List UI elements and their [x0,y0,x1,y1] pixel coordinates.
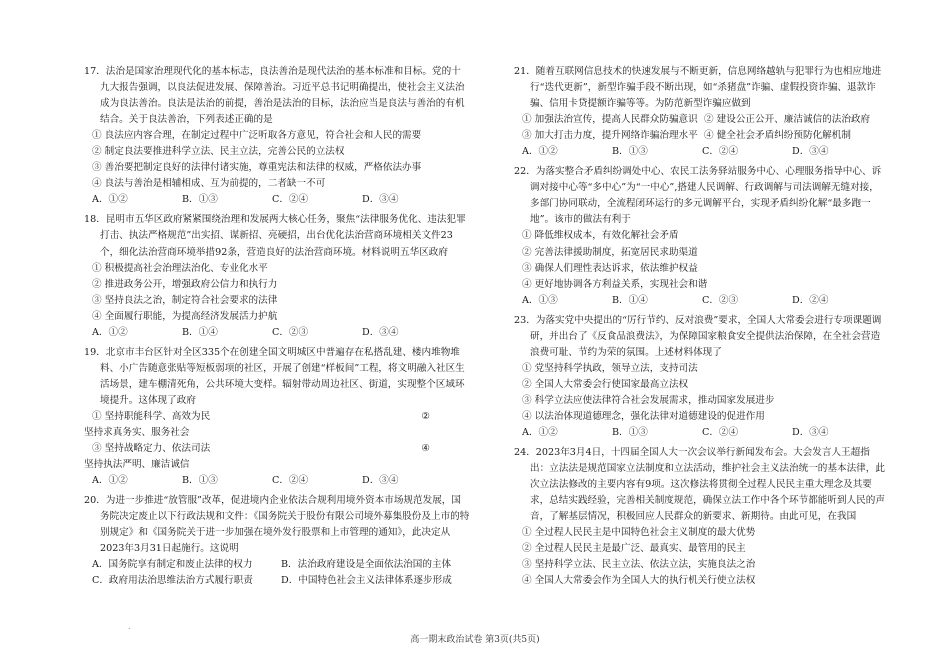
option-row [514,128,886,144]
option: ① 加强法治宣传，提高人民群众防骗意识 [522,114,698,126]
option: ③ 善治要把制定良好的法律付诸实施，尊重宪法和法律的权威，严格依法办事 [92,162,422,174]
answer-choices [514,293,886,309]
option: ④ 良法与善治是相辅相成、互为前提的，二者缺一不可 [92,178,326,190]
option-marker: ② [421,410,430,422]
choice-c: C．②③ [272,326,309,338]
option: ① 全过程人民民主是中国特色社会主义制度的最大优势 [522,527,756,539]
right-column [514,64,886,590]
option: ③ 加大打击力度，提升网络诈骗治理水平 [522,130,698,142]
answer-choices-row [84,573,470,589]
choice-a: A．①③ [522,294,558,306]
option: ① 积极提高社会治理法治化、专业化水平 [92,262,268,274]
question-17-stem [84,64,470,128]
option: ④ 更好地协调各方利益关系，实现社会和谐 [522,278,708,290]
option: ③ 坚持战略定力、依法司法 [92,443,211,455]
option: ① 坚持职能科学、高效为民 [92,410,211,422]
choice-a: A．①② [522,146,558,158]
choice-a: A．①② [92,326,128,338]
stem-line: 九大报告强调，以良法促进发展、保障善治。习近平总书记明确提出，使社会主义法治成为良法善治。良法是法治的前提，善治是法治的目标，法治应当是良法与善治的有机结合。关于良法善治，下列表述正确的是 [100,82,465,126]
option-row [514,112,886,128]
answer-choices [514,425,886,441]
page-footer: 高一期末政治试卷 第3页(共5页) [410,635,540,645]
question-17 [84,64,470,208]
question-20-stem: 20．为进一步推进“放管服”改革，促进境内企业依法合规利用境外资本市场规范发展，国务院决定废止以下行政法规和文件：《国务院关于股份有限公司境外募集股份及上市的特别规定》和《国务院关于进一步加强在境外发行股票和上市管理的通知》，此决定从2023年3月31日起施行。这说明 [84,495,470,555]
option: ④ 健全社会矛盾纠纷预防化解机制 [704,130,851,142]
choice-b: B．①④ [182,326,218,338]
choice-b: B．①④ [612,294,648,306]
question-18-stem: 18．昆明市五华区政府紧紧围绕治理和发展两大核心任务，聚焦“法律服务优化、违法犯罪打击、执法严格规范”出实招、谋新招、亮硬招，出台优化法治营商环境相关文件23个，细化法治营商环境举措92条，营造良好的法治营商环境。材料说明五华区政府 [84,214,466,258]
option-continued: 坚持求真务实、服务社会 [84,427,190,439]
choice-c: C．②④ [702,427,739,439]
option: ② 全国人大常委会行使国家最高立法权 [522,378,689,390]
question-21-stem: 21．随着互联网信息技术的快速发展与不断更新，信息网络越轨与犯罪行为也相应地进行“迭代更新”，新型诈骗手段不断出现，如“杀猪盘”诈骗、虚假投资诈骗、退款诈骗、信用卡贷提额诈骗等等。为防范新型诈骗应做到 [514,66,882,110]
choice-a: A．国务院享有制定和废止法律的权力 [92,559,253,571]
choice-d: D．②④ [792,294,829,306]
option: ④ 以法治体现道德理念，强化法律对道德建设的促进作用 [522,410,765,422]
question-21 [514,64,886,160]
choice-d: D．③④ [792,427,829,439]
choice-a: A．①② [92,475,128,487]
option: ③ 科学立法应使法律符合社会发展需求，推动国家发展进步 [522,394,775,406]
choice-b: B．①③ [612,146,648,158]
question-19-stem: 19．北京市丰台区针对全区335个在创建全国文明城区中普遍存在私搭乱建、楼内堆物堆料、小广告随意张贴等短板弱项的社区，开展了创建“样板间”工程，将文明融入社区生活场景，建车棚清死角，公共环境大变样。辐射带动周边社区、街道，实现整个区域环境提升。这体现了政府 [84,346,465,406]
choice-c: C．②④ [272,194,309,206]
option: ③ 坚持良法之治，制定符合社会要求的法律 [92,294,278,306]
choice-d: D．③④ [792,146,829,158]
choice-d: D．③④ [362,475,399,487]
option-row [84,409,470,425]
option: ① 良法应内容合理，在制定过程中广泛听取各方意见，符合社会和人民的需要 [92,130,422,142]
answer-choices-row [84,557,470,573]
option: ① 党坚持科学执政，领导立法，支持司法 [522,362,698,374]
question-22-stem: 22．为落实整合矛盾纠纷调处中心、农民工法务驿站服务中心、心理服务指导中心、诉调对接中心等“多中心”为“一中心”,搭建人民调解、行政调解与司法调解无缝对接，多部门协同联动，全流程闭环运行的多元调解平台，实现矛盾纠纷化解“最多跑一地”。该市的做法有利于 [514,166,882,226]
question-19 [84,345,470,489]
question-20 [84,493,470,589]
option: ② 全过程人民民主是最广泛、最真实、最管用的民主 [522,543,746,555]
option: ③ 确保人们理性表达诉求，依法维护权益 [522,262,698,274]
option: ① 降低维权成本，有效化解社会矛盾 [522,230,679,242]
question-22 [514,164,886,308]
answer-choices [84,192,470,208]
option-row [84,441,470,457]
choice-c: C．②③ [702,294,739,306]
choice-b: B．法治政府建设是全面依法治国的主体 [281,559,452,571]
choice-c: C．②④ [272,475,309,487]
choice-a: A．①② [92,194,128,206]
option: ② 制定良法要推进科学立法、民主立法，完善公民的立法权 [92,146,345,158]
question-24-stem: 24．2023年3月4日，十四届全国人大一次会议举行新闻发布会。大会发言人王超指出：立法法是规范国家立法制度和立法活动，维护社会主义法治统一的基本法律，此次立法法修改的主要内容有9项。这次修法将贯彻全过程人民民主重大理念及其要求，总结实践经验，完善相关制度规范，确保立法工作中各个环节都能听到人民的声音，了解基层情况，积极回应人民群众的新要求、新期待。由此可见，在我国 [514,447,885,523]
answer-choices [84,473,470,489]
choice-b: B．①③ [612,427,648,439]
left-column [84,64,470,590]
option: ② 完善法律援助制度，拓宽居民求助渠道 [522,246,698,258]
choice-b: B．①③ [182,194,218,206]
option-continued: 坚持执法严明、廉洁诚信 [84,459,190,471]
answer-choices [514,144,886,160]
choice-a: A．①② [522,427,558,439]
choice-b: B．①③ [182,475,218,487]
option-marker: ④ [421,443,430,455]
question-23-stem: 23．为落实党中央提出的“厉行节约、反对浪费”要求，全国人大常委会进行专项课题调研，并出台了《反食品浪费法》，为保障国家粮食安全提供法治保障，在全社会营造浪费可耻、节约为荣的氛围。上述材料体现了 [514,314,882,358]
option: ② 推进政务公开，增强政府公信力和执行力 [92,278,278,290]
stem-line: 17．法治是国家治理现代化的基本标志，良法善治是现代法治的基本标准和目标。党的十 [84,66,461,77]
option: ③ 坚持科学立法、民主立法、依法立法，实施良法之治 [522,559,756,571]
option: ④ 全面履行职能，为提高经济发展活力护航 [92,310,278,322]
option: ② 建设公正公开、廉洁诚信的法治政府 [704,114,871,126]
choice-d: D．③④ [362,326,399,338]
choice-c: C．政府用法治思维法治方式履行职责 [92,575,253,587]
page-mark: . [128,622,131,631]
question-23 [514,313,886,441]
question-24 [514,445,886,589]
choice-d: D．中国特色社会主义法律体系逐步形成 [281,575,452,587]
answer-choices [84,325,470,341]
option: ④ 全国人大常委会作为全国人大的执行机关行使立法权 [522,575,756,587]
question-18 [84,212,470,340]
choice-c: C．②④ [702,146,739,158]
choice-d: D．③④ [362,194,399,206]
